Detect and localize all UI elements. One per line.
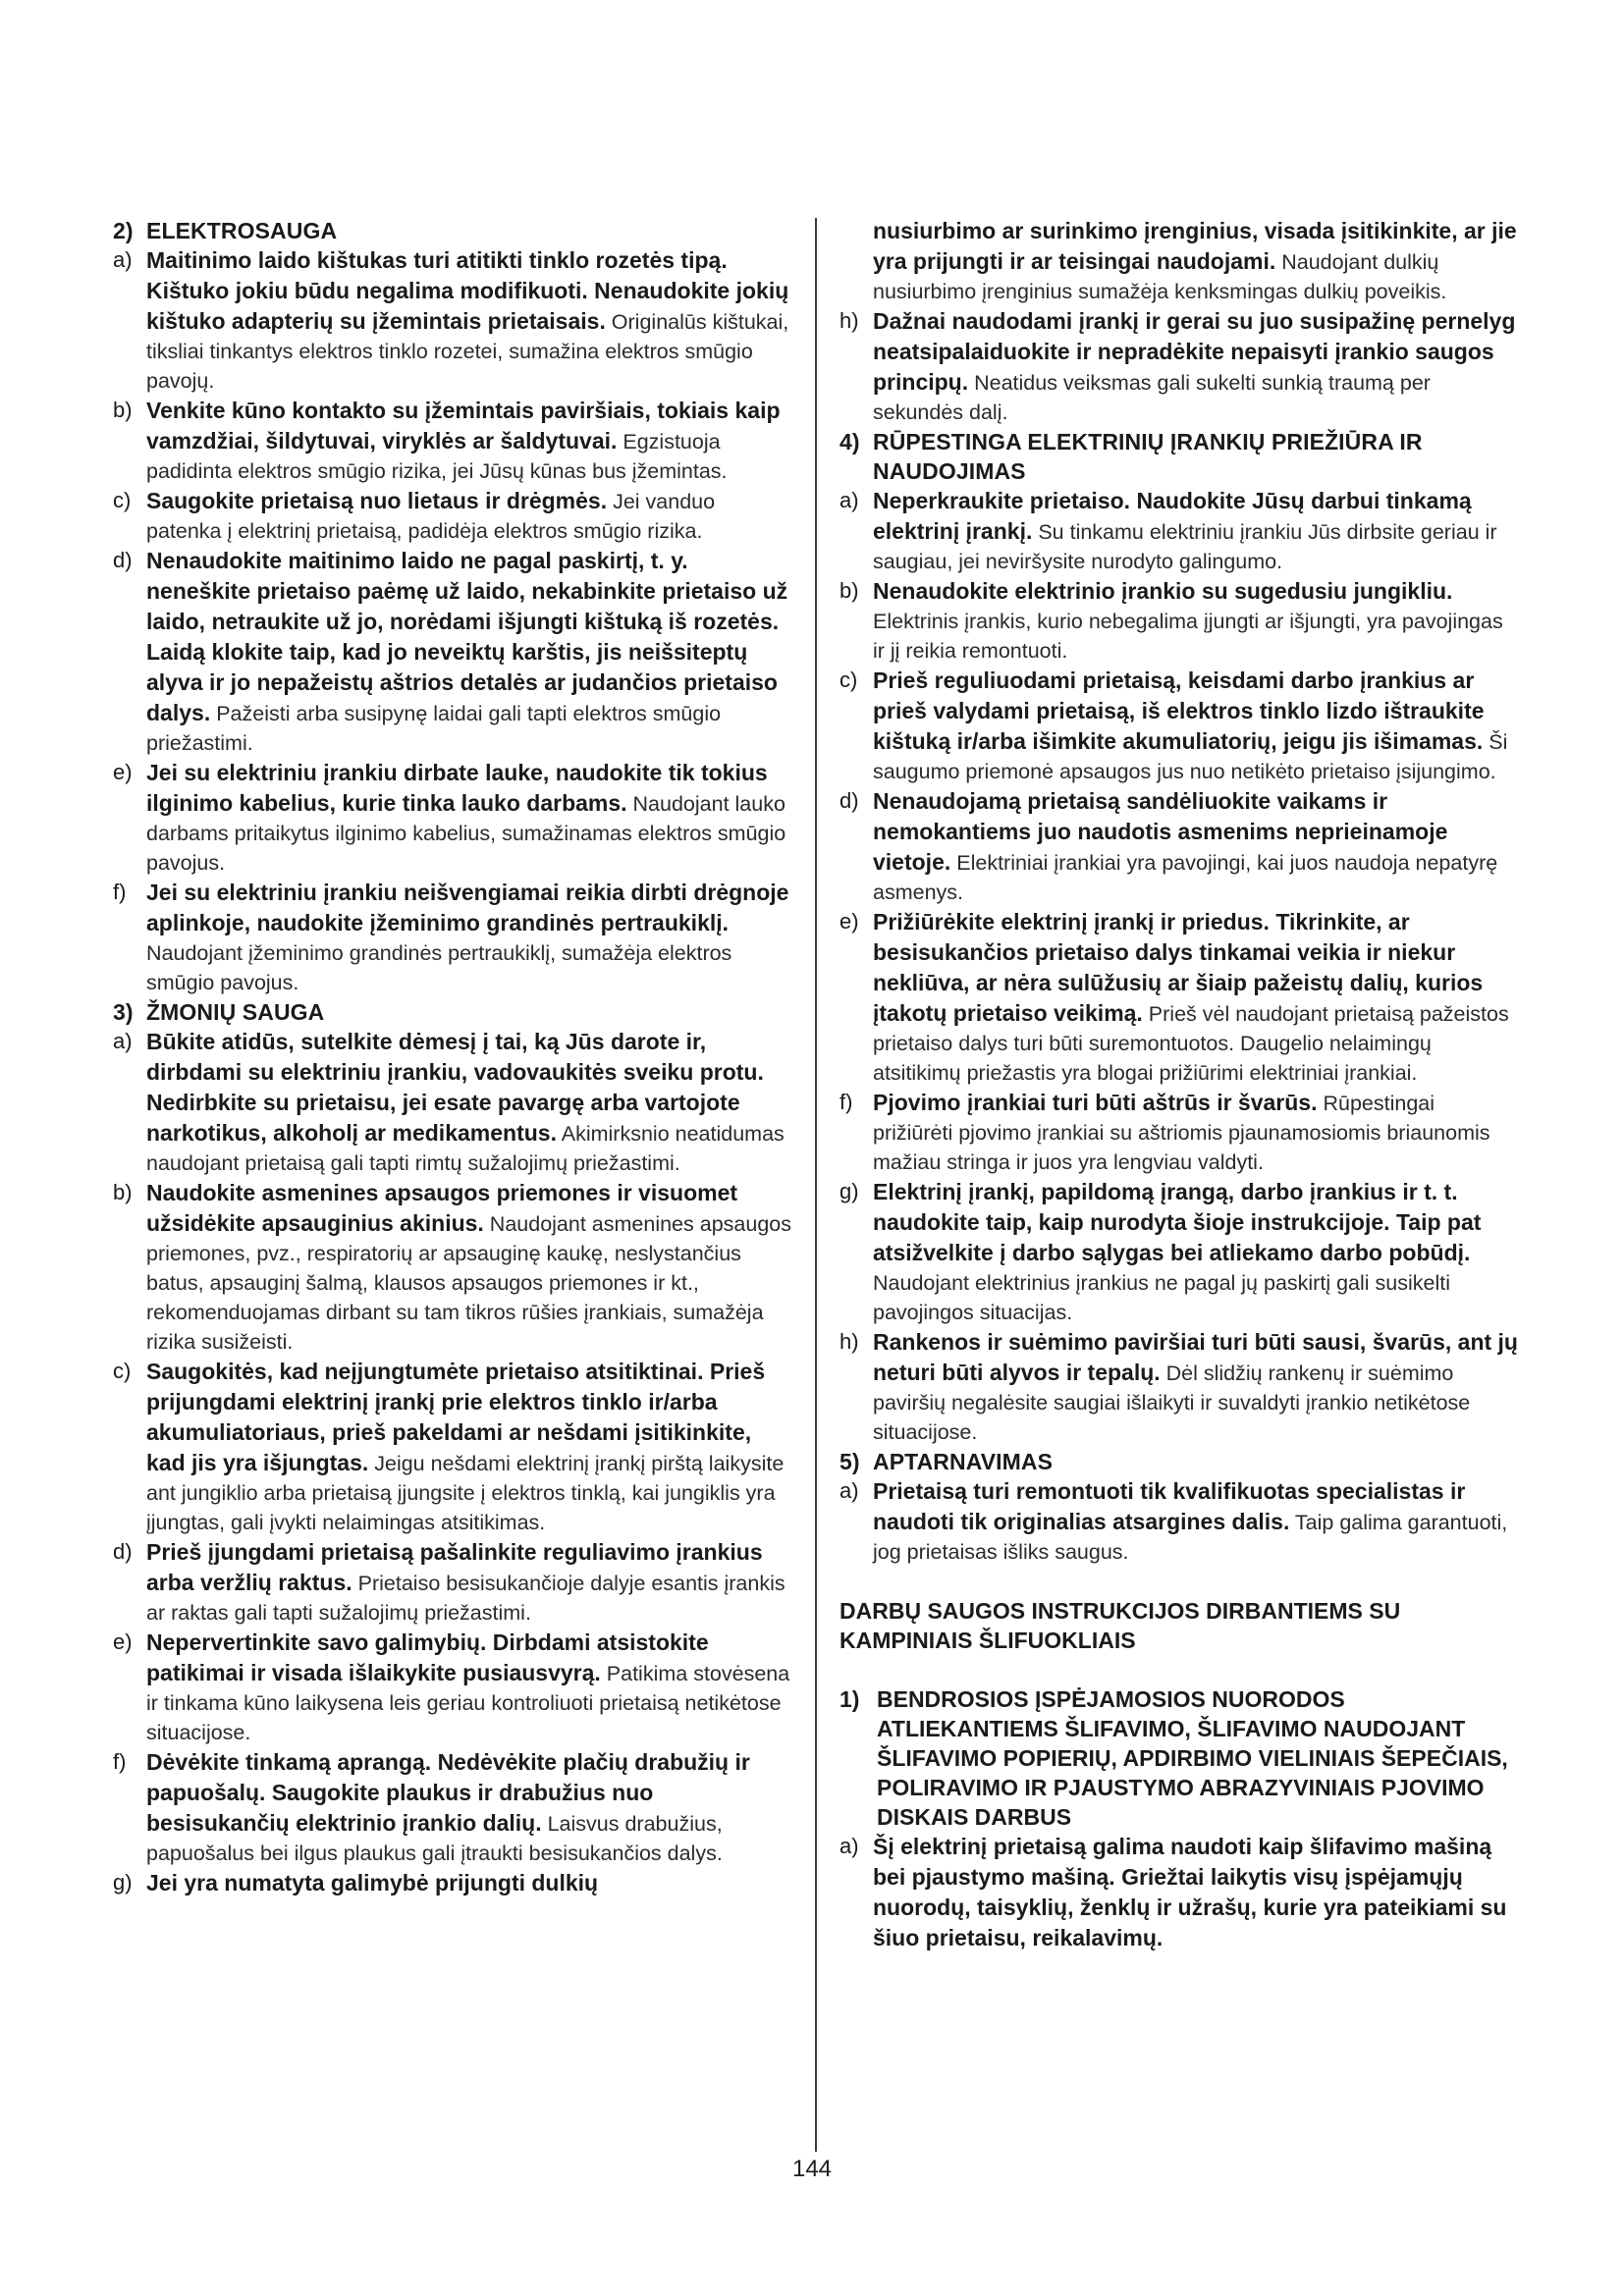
list-item	[839, 666, 1520, 786]
list-item-label: d)	[113, 1539, 133, 1564]
column-divider	[815, 218, 817, 2152]
page-number: 144	[791, 2156, 833, 2182]
list-item	[839, 1177, 1520, 1327]
list-item-label: c)	[113, 488, 132, 512]
right-column	[839, 216, 1520, 1953]
section-heading-general-warnings: 1) BENDROSIOS ĮSPĖJAMOSIOS NUORODOS ATLIEKANTIEMS ŠLIFAVIMO, ŠLIFAVIMO NAUDOJANT ŠLIFAVIMO POPIERIŲ, APDIRBIMO VIELINIAIS ŠEPEČIAIS, POLIRAVIMO IR PJAUSTYMO ABRAZYVINIAIS PJOVIMO DISKAIS DARBUS	[839, 1686, 1508, 1830]
list-item-explanation: Originalūs kištukai, tiksliai tinkantys elektros tinklo rozetei, sumažina elektros smūgio pavojų.	[146, 310, 789, 393]
list-item-explanation: Patikima stovėsena ir tinkama kūno laikysena leis geriau kontroliuoti prietaisą netikėtose situacijose.	[146, 1662, 790, 1744]
list-item-label: e)	[113, 1629, 133, 1654]
list-item-instruction: Jei su elektriniu įrankiu neišvengiamai reikia dirbti drėgnoje aplinkoje, naudokite įžeminimo grandinės pertraukiklį.	[146, 880, 789, 935]
list-item	[113, 546, 793, 758]
list-item-instruction: Neperkraukite prietaiso. Naudokite Jūsų darbui tinkamą elektrinį įrankį.	[873, 488, 1472, 544]
list-item-instruction: Pjovimo įrankiai turi būti aštrūs ir švarūs.	[873, 1090, 1318, 1115]
list-item	[113, 396, 793, 486]
list-item-label: a)	[113, 247, 133, 272]
section-heading-personal-safety: 3) ŽMONIŲ SAUGA	[113, 999, 325, 1025]
list-item-instruction: Nenaudokite elektrinio įrankio su sugedusiu jungikliu.	[873, 578, 1453, 604]
list-item-continuation: nusiurbimo ar surinkimo įrenginius, visada įsitikinkite, ar jie yra prijungti ir ar teisingai naudojami. Naudojant dulkių nusiurbimo įrenginius sumažėja kenksmingas dulkių poveikis.	[873, 218, 1517, 303]
list-item	[113, 1178, 793, 1357]
main-title-grinder-safety: DARBŲ SAUGOS INSTRUKCIJOS DIRBANTIEMS SU KAMPINIAIS ŠLIFUOKLIAIS	[839, 1598, 1401, 1653]
list-item-label: g)	[113, 1870, 133, 1895]
list-item-instruction: Nenaudokite maitinimo laido ne pagal paskirtį, t. y. neneškite prietaiso paėmę už laido, nekabinkite prietaiso už laido, netraukite už jo, norėdami išjungti kištuką iš rozetės. Laidą klokite taip, kad jo neveiktų karštis, jis neišsiteptų alyva ir jo nepažeistų aštrios detalės ar judančios prietaiso dalys.	[146, 548, 788, 725]
list-item-label: h)	[839, 1329, 859, 1354]
list-item-explanation: Pažeisti arba susipynę laidai gali tapti elektros smūgio priežastimi.	[146, 702, 722, 755]
list-item	[839, 1832, 1520, 1953]
list-item-label: b)	[113, 1180, 133, 1204]
left-column	[113, 216, 793, 1898]
list-item-instruction: Dėvėkite tinkamą aprangą. Nedėvėkite plačių drabužių ir papuošalų. Saugokite plaukus ir drabužius nuo besisukančių elektrinio įrankio dalių.	[146, 1749, 750, 1836]
list-item	[839, 1476, 1520, 1567]
list-item-instruction: Rankenos ir suėmimo paviršiai turi būti sausi, švarūs, ant jų neturi būti alyvos ir tepalų.	[873, 1329, 1518, 1385]
list-item-label: f)	[839, 1090, 853, 1114]
list-item-instruction: Jei su elektriniu įrankiu dirbate lauke, naudokite tik tokius ilginimo kabelius, kurie tinka lauko darbams.	[146, 760, 768, 816]
list-item-explanation: Naudojant lauko darbams pritaikytus ilginimo kabelius, sumažinamas elektros smūgio pavojus.	[146, 792, 786, 875]
list-item-label: h)	[839, 308, 859, 333]
list-item-instruction: Būkite atidūs, sutelkite dėmesį į tai, ką Jūs darote ir, dirbdami su elektriniu įrankiu, vadovaukitės sveiku protu. Nedirbkite su prietaisu, jei esate pavargę arba vartojote narkotikus, alkoholį ar medikamentus.	[146, 1029, 764, 1146]
section-heading-service: 5) APTARNAVIMAS	[839, 1449, 1054, 1474]
list-item-instruction: Maitinimo laido kištukas turi atitikti tinklo rozetės tipą. Kištuko jokiu būdu negalima modifikuoti. Nenaudokite jokių kištuko adapterių su įžemintais prietaisais.	[146, 247, 789, 334]
list-item	[839, 486, 1520, 576]
list-item	[113, 245, 793, 396]
list-item-instruction: Prižiūrėkite elektrinį įrankį ir priedus. Tikrinkite, ar besisukančios prietaiso dalys tinkamai veikia ir niekur nekliūva, ar nėra sulūžusių ar šiaip pažeistų dalių, kurios įtakotų prietaiso veikimą.	[873, 909, 1484, 1026]
list-item	[113, 1537, 793, 1628]
list-item-label: e)	[839, 909, 859, 934]
list-item	[839, 907, 1520, 1088]
list-item-explanation: Rūpestingai prižiūrėti pjovimo įrankiai su aštriomis pjaunamosiomis briaunomis mažiau stringa ir juos yra lengviau valdyti.	[873, 1092, 1490, 1174]
list-item	[113, 1357, 793, 1537]
list-item-explanation: Su tinkamu elektriniu įrankiu Jūs dirbsite geriau ir saugiau, jei neviršysite nurodyto galingumo.	[873, 520, 1497, 573]
list-item-explanation: Jei vanduo patenka į elektrinį prietaisą, padidėja elektros smūgio rizika.	[146, 490, 716, 543]
list-item-label: a)	[839, 1478, 859, 1503]
list-item-label: b)	[839, 578, 859, 603]
list-item-instruction: Nenaudojamą prietaisą sandėliuokite vaikams ir nemokantiems juo naudotis asmenims neprieinamoje vietoje.	[873, 788, 1448, 875]
section-heading-electrical-safety: 2) ELEKTROSAUGA	[113, 218, 338, 243]
list-item-explanation: Naudojant elektrinius įrankius ne pagal jų paskirtį gali susikelti pavojingos situacijas.	[873, 1271, 1450, 1324]
list-item-label: g)	[839, 1179, 859, 1203]
list-item-label: d)	[113, 548, 133, 572]
list-item-label: f)	[113, 880, 127, 904]
section-heading-tool-care: 4) RŪPESTINGA ELEKTRINIŲ ĮRANKIŲ PRIEŽIŪRA IR NAUDOJIMAS	[839, 429, 1423, 484]
list-item-instruction: Prieš reguliuodami prietaisą, keisdami darbo įrankius ar prieš valydami prietaisą, iš elektros tinklo lizdo ištraukite kištuką ir/arba išimkite akumuliatorių, jeigu jis išimamas.	[873, 667, 1485, 754]
list-item-explanation: Elektriniai įrankiai yra pavojingi, kai juos naudoja nepatyrę asmenys.	[873, 851, 1498, 904]
list-item	[839, 576, 1520, 666]
list-item-explanation: Akimirksnio neatidumas naudojant prietaisą gali tapti rimtų sužalojimų priežastimi.	[146, 1122, 785, 1175]
list-item-explanation: Jeigu nešdami elektrinį įrankį pirštą laikysite ant jungiklio arba prietaisą įjungsite į elektros tinklą, kai jungiklis yra įjungtas, gali įvykti nelaimingas atsitikimas.	[146, 1452, 785, 1534]
list-item	[113, 1027, 793, 1178]
list-item	[839, 1088, 1520, 1177]
list-item-instruction: Šį elektrinį prietaisą galima naudoti kaip šlifavimo mašiną bei pjaustymo mašiną. Griežtai laikytis visų įspėjamųjų nuorodų, taisyklių, ženklų ir užrašų, kurie yra pateikiami su šiuo prietaisu, reikalavimų.	[873, 1834, 1507, 1950]
list-item-explanation: Neatidus veiksmas gali sukelti sunkią traumą per sekundės dalį.	[873, 371, 1431, 424]
list-item	[113, 1868, 793, 1898]
list-item-label: a)	[113, 1029, 133, 1053]
list-item-instruction: Saugokite prietaisą nuo lietaus ir drėgmės.	[146, 488, 608, 513]
list-item-explanation: Naudojant įžeminimo grandinės pertraukiklį, sumažėja elektros smūgio pavojus.	[146, 941, 732, 994]
list-item-explanation: Egzistuoja padidinta elektros smūgio rizika, jei Jūsų kūnas bus įžemintas.	[146, 430, 728, 483]
list-item-label: d)	[839, 788, 859, 813]
list-item-label: e)	[113, 760, 133, 784]
list-item-explanation: Ši saugumo priemonė apsaugos jus nuo netikėto prietaiso įsijungimo.	[873, 730, 1508, 783]
list-item-instruction: Prieš įjungdami prietaisą pašalinkite reguliavimo įrankius arba veržlių raktus.	[146, 1539, 763, 1595]
list-item-instruction: Dažnai naudodami įrankį ir gerai su juo susipažinę pernelyg neatsipalaiduokite ir nepradėkite nepaisyti įrankio saugos principų.	[873, 308, 1516, 395]
list-item-instruction: Jei yra numatyta galimybė prijungti dulkių	[146, 1870, 599, 1896]
list-item	[839, 306, 1520, 427]
list-item-explanation: Prieš vėl naudojant prietaisą pažeistos prietaiso dalys turi būti suremontuotos. Daugelio nelaimingų atsitikimų priežastis yra blogai prižiūrimi elektriniai įrankiai.	[873, 1002, 1509, 1085]
list-item-explanation: Taip galima garantuoti, jog prietaisas išliks saugus.	[873, 1511, 1508, 1564]
list-item	[113, 1747, 793, 1868]
list-item	[113, 1628, 793, 1747]
list-item-label: a)	[839, 488, 859, 512]
list-item-explanation: Prietaiso besisukančioje dalyje esantis įrankis ar raktas gali tapti sužalojimų priežastimi.	[146, 1572, 785, 1625]
list-item-instruction: Venkite kūno kontakto su įžemintais paviršiais, tokiais kaip vamzdžiai, šildytuvai, viryklės ar šaldytuvai.	[146, 398, 781, 454]
list-item-label: f)	[113, 1749, 127, 1774]
list-item-explanation: Naudojant asmenines apsaugos priemones, pvz., respiratorių ar apsauginę kaukę, neslystančius batus, apsauginį šalmą, klausos apsaugos priemones ir kt., rekomenduojamas dirbant su tam tikros rūšies įrankiais, sumažėja rizika susižeisti.	[146, 1212, 791, 1354]
list-item-instruction: Nepervertinkite savo galimybių. Dirbdami atsistokite patikimai ir visada išlaikykite pusiausvyrą.	[146, 1629, 709, 1685]
list-item-label: a)	[839, 1834, 859, 1858]
list-item-explanation: Dėl slidžių rankenų ir suėmimo paviršių negalėsite saugiai išlaikyti ir suvaldyti įrankio netikėtose situacijose.	[873, 1362, 1471, 1444]
list-item	[113, 878, 793, 997]
list-item	[113, 486, 793, 546]
list-item-label: c)	[113, 1359, 132, 1383]
list-item	[839, 1327, 1520, 1447]
list-item	[839, 786, 1520, 907]
list-item-explanation: Elektrinis įrankis, kurio nebegalima įjungti ar išjungti, yra pavojingas ir jį reikia remontuoti.	[873, 610, 1503, 663]
list-item-label: c)	[839, 667, 858, 692]
list-item-instruction: Elektrinį įrankį, papildomą įrangą, darbo įrankius ir t. t. naudokite taip, kaip nurodyta šioje instrukcijoje. Taip pat atsižvelkite į darbo sąlygas bei atliekamo darbo pobūdį.	[873, 1179, 1482, 1265]
list-item-instruction: Naudokite asmenines apsaugos priemones ir visuomet užsidėkite apsauginius akinius.	[146, 1180, 738, 1236]
list-item-instruction: Saugokitės, kad neįjungtumėte prietaiso atsitiktinai. Prieš prijungdami elektrinį įrankį prie elektros tinklo ir/arba akumuliatoriaus, prieš pakeldami ar nešdami įsitikinkite, kad jis yra išjungtas.	[146, 1359, 766, 1475]
list-item	[113, 758, 793, 878]
list-item-explanation: Laisvus drabužius, papuošalus bei ilgus plaukus gali įtraukti besisukančios dalys.	[146, 1812, 723, 1865]
list-item-instruction: Prietaisą turi remontuoti tik kvalifikuotas specialistas ir naudoti tik originalias atsargines dalis.	[873, 1478, 1466, 1534]
list-item-label: b)	[113, 398, 133, 422]
